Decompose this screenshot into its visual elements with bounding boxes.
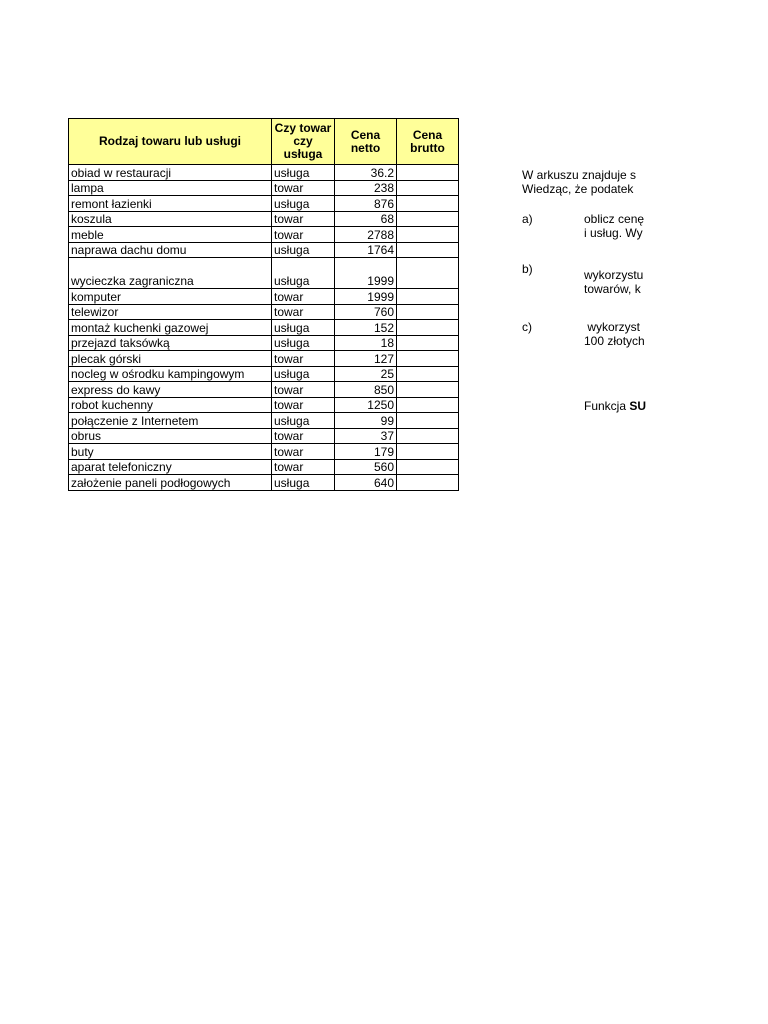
- table-row: [69, 397, 459, 413]
- cell-type[interactable]: usługa: [272, 242, 335, 258]
- cell-item-name[interactable]: założenie paneli podłogowych: [69, 475, 272, 491]
- table-row: [69, 382, 459, 398]
- cell-gross-price[interactable]: [397, 428, 459, 444]
- table-row: [69, 366, 459, 382]
- cell-type[interactable]: usługa: [272, 413, 335, 429]
- table-row: [69, 242, 459, 258]
- cell-item-name[interactable]: koszula: [69, 211, 272, 227]
- cell-gross-price[interactable]: [397, 475, 459, 491]
- cell-gross-price[interactable]: [397, 242, 459, 258]
- table-row: [69, 413, 459, 429]
- table-row: [69, 289, 459, 305]
- cell-type[interactable]: towar: [272, 211, 335, 227]
- task-a-line-2[interactable]: i usług. Wy: [584, 226, 643, 240]
- cell-gross-price[interactable]: [397, 459, 459, 475]
- task-b-label[interactable]: b): [522, 262, 533, 276]
- cell-item-name[interactable]: telewizor: [69, 304, 272, 320]
- cell-net-price[interactable]: 68: [335, 211, 397, 227]
- cell-item-name[interactable]: meble: [69, 227, 272, 243]
- task-b-text: [584, 268, 643, 296]
- cell-gross-price[interactable]: [397, 304, 459, 320]
- cell-gross-price[interactable]: [397, 351, 459, 367]
- cell-gross-price[interactable]: [397, 382, 459, 398]
- cell-gross-price[interactable]: [397, 397, 459, 413]
- cell-gross-price[interactable]: [397, 180, 459, 196]
- cell-type[interactable]: usługa: [272, 475, 335, 491]
- cell-item-name[interactable]: połączenie z Internetem: [69, 413, 272, 429]
- cell-gross-price[interactable]: [397, 258, 459, 289]
- cell-net-price[interactable]: 99: [335, 413, 397, 429]
- cell-type[interactable]: towar: [272, 304, 335, 320]
- cell-gross-price[interactable]: [397, 366, 459, 382]
- table-row: [69, 165, 459, 181]
- table-row: [69, 304, 459, 320]
- cell-net-price[interactable]: 18: [335, 335, 397, 351]
- table-row: [69, 475, 459, 491]
- cell-item-name[interactable]: montaż kuchenki gazowej: [69, 320, 272, 336]
- task-a-line-1[interactable]: oblicz cenę: [584, 212, 645, 226]
- cell-gross-price[interactable]: [397, 165, 459, 181]
- cell-net-price[interactable]: 2788: [335, 227, 397, 243]
- cell-net-price[interactable]: 560: [335, 459, 397, 475]
- cell-item-name[interactable]: lampa: [69, 180, 272, 196]
- cell-net-price[interactable]: 850: [335, 382, 397, 398]
- cell-net-price[interactable]: 238: [335, 180, 397, 196]
- cell-type[interactable]: usługa: [272, 196, 335, 212]
- cell-type[interactable]: usługa: [272, 335, 335, 351]
- cell-item-name[interactable]: robot kuchenny: [69, 397, 272, 413]
- cell-type[interactable]: towar: [272, 180, 335, 196]
- function-name: SU: [629, 399, 647, 413]
- table-body: [69, 165, 459, 491]
- cell-gross-price[interactable]: [397, 211, 459, 227]
- cell-net-price[interactable]: 127: [335, 351, 397, 367]
- table-row: [69, 444, 459, 460]
- cell-item-name[interactable]: komputer: [69, 289, 272, 305]
- intro-line-1[interactable]: W arkuszu znajduje s: [522, 168, 637, 182]
- cell-type[interactable]: usługa: [272, 320, 335, 336]
- cell-gross-price[interactable]: [397, 196, 459, 212]
- task-c-line-1[interactable]: wykorzyst: [584, 320, 641, 334]
- header-gross-price[interactable]: Cena brutto: [397, 119, 459, 165]
- cell-gross-price[interactable]: [397, 335, 459, 351]
- cell-item-name[interactable]: przejazd taksówką: [69, 335, 272, 351]
- intro-text: [522, 168, 636, 196]
- task-b-line-1[interactable]: wykorzystu: [584, 268, 644, 282]
- table-row: [69, 459, 459, 475]
- cell-type[interactable]: towar: [272, 289, 335, 305]
- cell-item-name[interactable]: obrus: [69, 428, 272, 444]
- table-row: [69, 180, 459, 196]
- cell-gross-price[interactable]: [397, 444, 459, 460]
- task-c-text: [584, 320, 645, 348]
- intro-line-2[interactable]: Wiedząc, że podatek: [522, 182, 634, 196]
- cell-gross-price[interactable]: [397, 413, 459, 429]
- table-row: [69, 428, 459, 444]
- cell-net-price[interactable]: 1764: [335, 242, 397, 258]
- task-b-line-2[interactable]: towarów, k: [584, 282, 641, 296]
- cell-net-price[interactable]: 876: [335, 196, 397, 212]
- cell-type[interactable]: towar: [272, 397, 335, 413]
- cell-type[interactable]: towar: [272, 459, 335, 475]
- cell-item-name[interactable]: naprawa dachu domu: [69, 242, 272, 258]
- cell-item-name[interactable]: nocleg w ośrodku kampingowym: [69, 366, 272, 382]
- task-a-text: [584, 212, 644, 240]
- cell-net-price[interactable]: 37: [335, 428, 397, 444]
- table-row: [69, 351, 459, 367]
- cell-net-price[interactable]: 1250: [335, 397, 397, 413]
- cell-item-name[interactable]: buty: [69, 444, 272, 460]
- cell-type[interactable]: towar: [272, 382, 335, 398]
- price-table: [68, 118, 459, 491]
- header-item-type[interactable]: Rodzaj towaru lub usługi: [69, 119, 272, 165]
- header-net-price[interactable]: Cena netto: [335, 119, 397, 165]
- function-note-prefix: Funkcja: [584, 399, 630, 413]
- cell-net-price[interactable]: 640: [335, 475, 397, 491]
- task-c-label[interactable]: c): [522, 320, 532, 334]
- table-row: [69, 335, 459, 351]
- task-c-line-2[interactable]: 100 złotych: [584, 334, 645, 348]
- cell-item-name[interactable]: express do kawy: [69, 382, 272, 398]
- cell-item-name[interactable]: remont łazienki: [69, 196, 272, 212]
- cell-gross-price[interactable]: [397, 320, 459, 336]
- cell-type[interactable]: usługa: [272, 258, 335, 289]
- cell-net-price[interactable]: 179: [335, 444, 397, 460]
- cell-gross-price[interactable]: [397, 227, 459, 243]
- cell-type[interactable]: towar: [272, 444, 335, 460]
- cell-net-price[interactable]: 152: [335, 320, 397, 336]
- cell-type[interactable]: usługa: [272, 366, 335, 382]
- table-row: [69, 258, 459, 289]
- table-row: [69, 196, 459, 212]
- cell-net-price[interactable]: 1999: [335, 289, 397, 305]
- table-row: [69, 211, 459, 227]
- cell-type[interactable]: towar: [272, 351, 335, 367]
- function-note[interactable]: [584, 399, 647, 413]
- cell-net-price[interactable]: 25: [335, 366, 397, 382]
- cell-item-name[interactable]: aparat telefoniczny: [69, 459, 272, 475]
- task-a-label[interactable]: a): [522, 212, 533, 226]
- cell-type[interactable]: towar: [272, 227, 335, 243]
- cell-net-price[interactable]: 36.2: [335, 165, 397, 181]
- cell-item-name[interactable]: obiad w restauracji: [69, 165, 272, 181]
- cell-type[interactable]: usługa: [272, 165, 335, 181]
- table-row: [69, 320, 459, 336]
- header-row: [69, 119, 459, 165]
- cell-gross-price[interactable]: [397, 289, 459, 305]
- cell-item-name[interactable]: plecak górski: [69, 351, 272, 367]
- header-goods-or-service[interactable]: Czy towar czy usługa: [272, 119, 335, 165]
- cell-type[interactable]: towar: [272, 428, 335, 444]
- cell-item-name[interactable]: wycieczka zagraniczna: [69, 258, 272, 289]
- cell-net-price[interactable]: 760: [335, 304, 397, 320]
- table-row: [69, 227, 459, 243]
- cell-net-price[interactable]: 1999: [335, 258, 397, 289]
